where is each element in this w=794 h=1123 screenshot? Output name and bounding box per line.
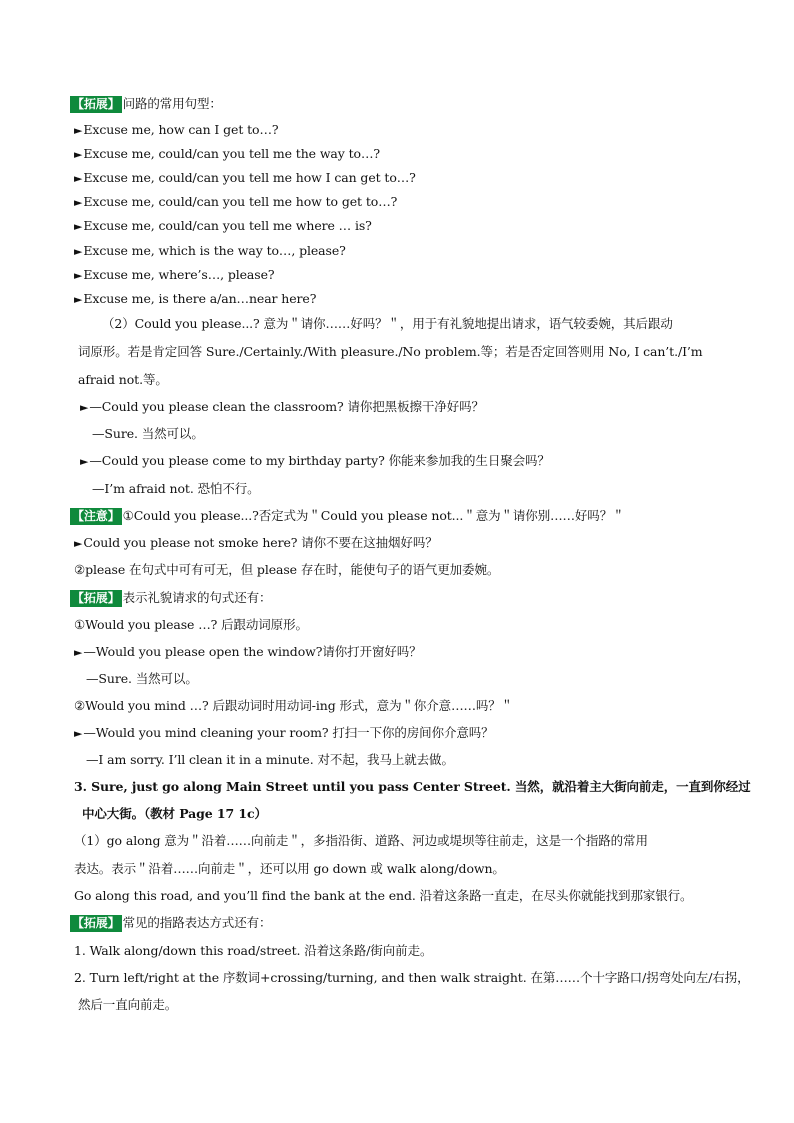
list-item-text: Excuse me, could/can you tell me how I can get to…?: [83, 170, 416, 185]
tag-extension: 【拓展】: [72, 916, 120, 930]
tag-extension: 【拓展】: [72, 591, 120, 605]
list-item: [74, 217, 372, 236]
example-line: —I am sorry. I’ll clean it in a minute. 对不起，我马上就去做。: [86, 752, 454, 767]
list-item: [74, 290, 316, 309]
paragraph-line: ①Would you please …? 后跟动词原形。: [74, 617, 308, 632]
list-item: [74, 242, 346, 261]
note-line: [70, 507, 625, 525]
paragraph-line: ②Would you mind …? 后跟动词时用动词-ing 形式，意为＂你介意……吗？＂: [74, 698, 514, 713]
bullet-icon: ►: [74, 245, 83, 258]
example-text: —Would you mind cleaning your room? 打扫一下你的房间你介意吗？: [83, 725, 494, 740]
paragraph-line: 词原形。若是肯定回答 Sure./Certainly./With pleasure./No problem.等；若是否定回答则用 No, I can’t./I’m: [78, 344, 703, 359]
list-item: [74, 169, 416, 188]
heading-text: 常见的指路表达方式还有：: [122, 915, 272, 930]
example-line: —Sure. 当然可以。: [92, 426, 204, 441]
example-line: [74, 534, 438, 553]
paragraph-line: （1）go along 意为＂沿着……向前走＂，多指沿街、道路、河边或堤坝等往前走，这是一个指路的常用: [74, 833, 648, 848]
example-line: [74, 724, 494, 743]
paragraph-line: 然后一直向前走。: [78, 997, 178, 1012]
example-text: —Could you please come to my birthday party? 你能来参加我的生日聚会吗？: [89, 453, 550, 468]
list-item-text: Excuse me, is there a/an…near here?: [83, 291, 317, 306]
bullet-icon: ►: [80, 401, 89, 414]
note-text: ①Could you please...?否定式为＂Could you please not...＂意为＂请你别……好吗？＂: [122, 508, 625, 523]
list-item-text: Excuse me, which is the way to…, please?: [83, 243, 346, 258]
paragraph-line: afraid not.等。: [78, 372, 168, 387]
example-line: —Sure. 当然可以。: [86, 671, 198, 686]
list-item-text: Excuse me, how can I get to…?: [83, 122, 279, 137]
key-sentence-source: 中心大街。（教材 Page 17 1c）: [82, 806, 267, 821]
paragraph-line: 1. Walk along/down this road/street. 沿着这条路/街向前走。: [74, 943, 433, 958]
key-sentence: 3. Sure, just go along Main Street until you pass Center Street. 当然，就沿着主大街向前走，一直到你经过: [74, 779, 751, 794]
example-text: —Could you please clean the classroom? 请你把黑板擦干净好吗？: [89, 399, 484, 414]
heading-text: 问路的常用句型：: [122, 96, 222, 111]
paragraph-line: ②please 在句式中可有可无，但 please 存在时，能使句子的语气更加委婉。: [74, 562, 500, 577]
bullet-icon: ►: [74, 269, 83, 282]
bullet-icon: ►: [74, 727, 83, 740]
example-line: —I’m afraid not. 恐怕不行。: [92, 481, 260, 496]
list-item-text: Excuse me, could/can you tell me the way to…?: [83, 146, 380, 161]
section-heading-directions: [70, 95, 222, 113]
list-item-text: Excuse me, where’s…, please?: [83, 267, 275, 282]
heading-text: 表示礼貌请求的句式还有：: [122, 590, 272, 605]
paragraph-line: 2. Turn left/right at the 序数词+crossing/turning, and then walk straight. 在第……个十字路口/拐弯处向左/右拐，: [74, 970, 750, 985]
example-line: Go along this road, and you’ll find the bank at the end. 沿着这条路一直走，在尽头你就能找到那家银行。: [74, 888, 693, 903]
example-text: Could you please not smoke here? 请你不要在这抽烟好吗？: [83, 535, 438, 550]
paragraph-line: （2）Could you please...? 意为＂请你……好吗？＂，用于有礼貌地提出请求，语气较委婉，其后跟动: [102, 316, 673, 331]
bullet-icon: ►: [74, 124, 83, 137]
list-item: [74, 193, 397, 212]
list-item: [74, 145, 380, 164]
bullet-icon: ►: [74, 293, 83, 306]
bullet-icon: ►: [74, 196, 83, 209]
example-text: —Would you please open the window?请你打开窗好吗？: [83, 644, 422, 659]
section-heading-giving-directions: [70, 914, 271, 932]
bullet-icon: ►: [74, 646, 83, 659]
tag-note: 【注意】: [72, 509, 120, 523]
example-line: [80, 398, 484, 417]
list-item: [74, 266, 275, 285]
bullet-icon: ►: [74, 148, 83, 161]
example-line: [80, 452, 550, 471]
section-heading-polite-requests: [70, 589, 271, 607]
example-line: [74, 643, 422, 662]
bullet-icon: ►: [74, 220, 83, 233]
bullet-icon: ►: [80, 455, 89, 468]
bullet-icon: ►: [74, 172, 83, 185]
list-item: [74, 121, 278, 140]
bullet-icon: ►: [74, 537, 83, 550]
tag-extension: 【拓展】: [72, 97, 120, 111]
list-item-text: Excuse me, could/can you tell me where … is?: [83, 218, 372, 233]
paragraph-line: 表达。表示＂沿着……向前走＂，还可以用 go down 或 walk along/down。: [74, 861, 505, 876]
list-item-text: Excuse me, could/can you tell me how to get to…?: [83, 194, 398, 209]
